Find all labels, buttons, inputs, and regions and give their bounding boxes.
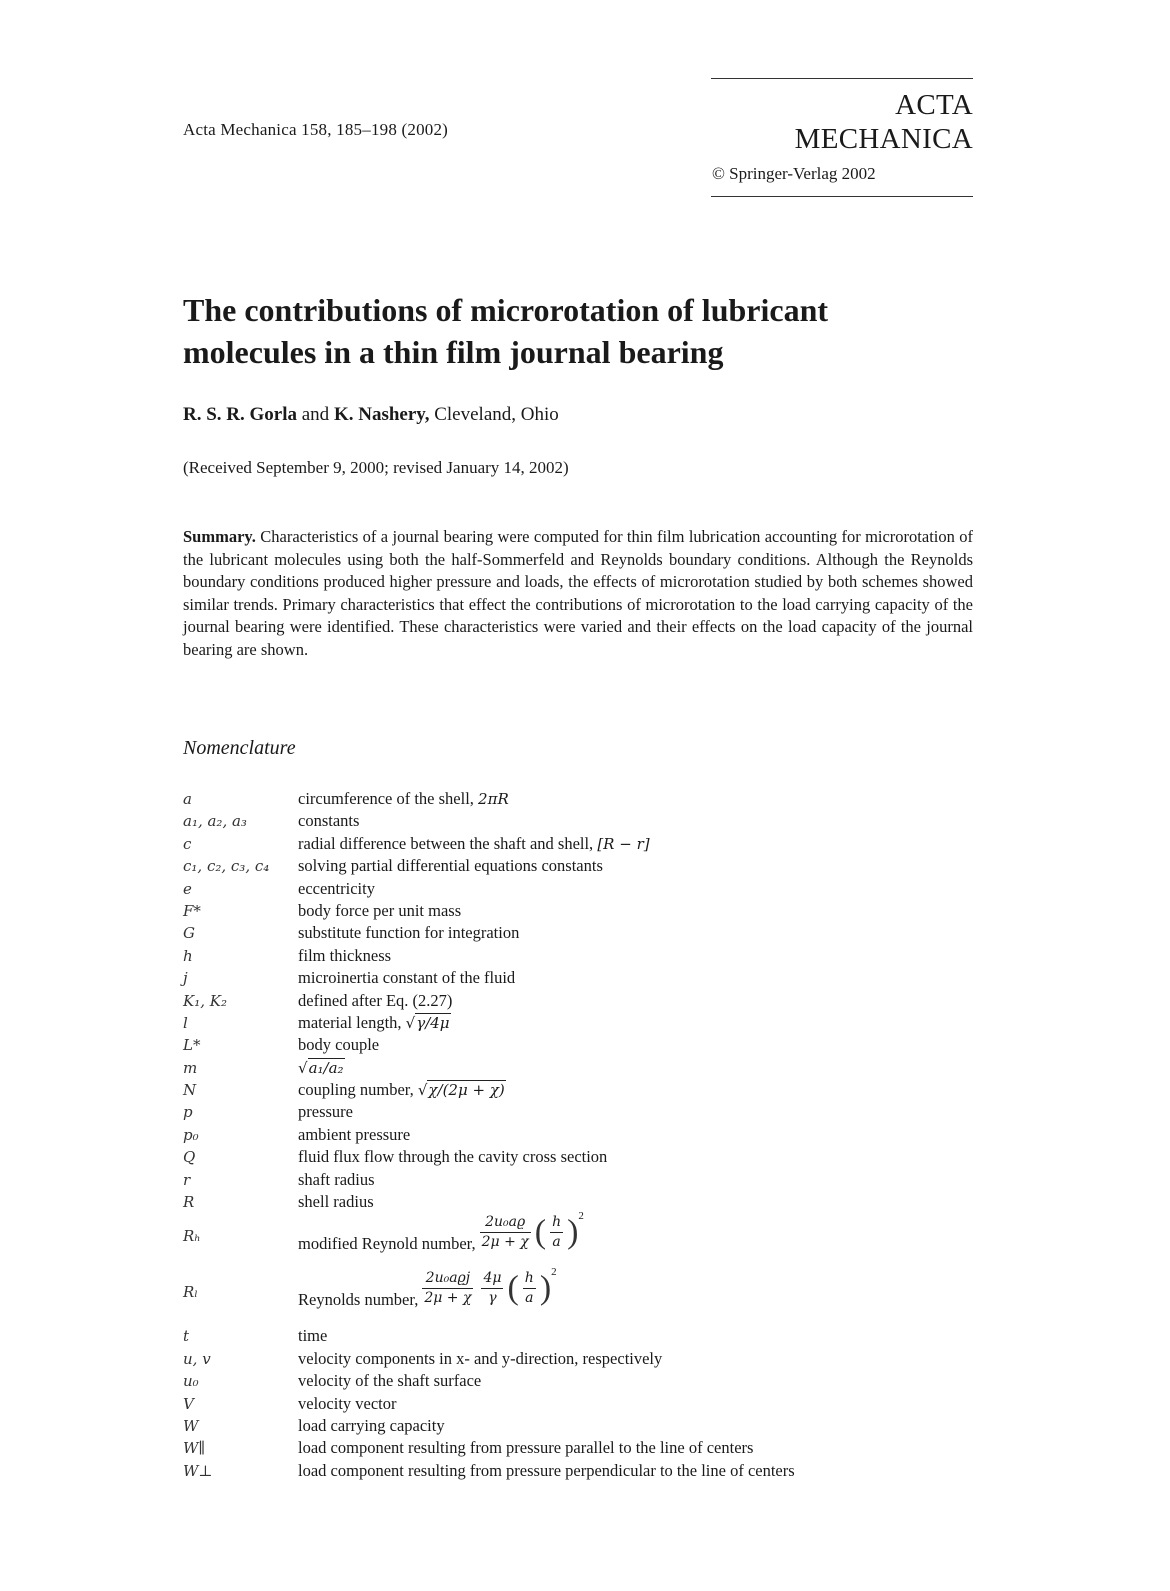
nomenclature-row [183,855,963,877]
sqrt-sign-icon: √ [417,1081,428,1100]
nomenclature-heading: Nomenclature [183,737,296,759]
sqrt-sign-icon: √ [405,1013,416,1032]
definition-text: constants [298,811,360,831]
definition-text: velocity components in x- and y-direction, respectively [298,1348,663,1368]
fraction-ratio [523,1269,536,1308]
nomenclature-definition [298,788,509,810]
nomenclature-symbol: e [183,879,192,898]
definition-text: body force per unit mass [298,900,462,920]
definition-text: load carrying capacity [298,1415,445,1435]
nomenclature-definition [298,1101,353,1123]
nomenclature-row [183,1348,963,1370]
nomenclature-definition [298,1191,374,1213]
fraction-denominator: a [552,1234,561,1251]
fraction-denominator: a [525,1290,534,1307]
definition-text: circumference of the shell, [298,789,474,808]
definition-text: pressure [298,1102,353,1122]
nomenclature-row [183,1210,963,1269]
nomenclature-symbol: G [183,924,195,943]
paper-title [183,289,1003,373]
sqrt-sign-icon: √ [298,1058,308,1077]
nomenclature-definition [298,1460,795,1482]
nomenclature-symbol: u, v [183,1349,211,1368]
definition-text: solving partial differential equations constants [298,856,603,876]
definition-text: shaft radius [298,1169,375,1189]
nomenclature-row [183,788,963,810]
nomenclature-row [183,990,963,1012]
nomenclature-row [183,1012,963,1034]
masthead-bottom-rule [711,196,973,197]
nomenclature-row [183,922,963,944]
nomenclature-symbol: F* [183,901,201,920]
close-paren-icon: ) [567,1213,579,1251]
nomenclature-row [183,1393,963,1415]
fraction-numerator: 2u₀aϱ [480,1213,531,1233]
nomenclature-row [183,1266,963,1325]
open-paren-icon: ( [507,1269,519,1307]
nomenclature-definition [298,1079,506,1101]
definition-text: microinertia constant of the fluid [298,968,516,988]
definition-text: material length, [298,1012,402,1032]
nomenclature-definition [298,1146,607,1168]
nomenclature-symbol: m [183,1058,198,1077]
nomenclature-definition [298,878,375,900]
definition-text: body couple [298,1035,380,1055]
nomenclature-symbol: N [183,1081,197,1100]
summary-text: Characteristics of a journal bearing were computed for thin film lubrication accounting for microrotation of the lubricant molecules using both the half-Sommerfeld and Reynolds boundary conditions. Although the Reynolds boundary conditions produced higher pressure and loads, the effects of microrotation studied by both schemes showed similar trends. Primary characteristics that effect the contributions of microrotation to the load carrying capacity of the journal bearing were identified. These characteristics were varied and their effects on the load capacity of the journal bearing are shown. [183,527,973,659]
definition-text: film thickness [298,945,392,965]
nomenclature-definition [298,1012,451,1034]
nomenclature-table [183,788,963,1482]
nomenclature-symbol: Rₗ [183,1283,198,1302]
nomenclature-symbol: h [183,946,193,965]
nomenclature-row [183,878,963,900]
author-2: K. Nashery, [333,404,430,425]
open-paren-icon: ( [534,1213,547,1251]
nomenclature-symbol: Rₕ [183,1227,201,1246]
nomenclature-row [183,1325,963,1347]
definition-text: coupling number, [298,1080,414,1100]
nomenclature-symbol: j [183,969,188,988]
nomenclature-row [183,833,963,855]
nomenclature-symbol: a₁, a₂, a₃ [183,812,247,831]
sqrt-expression: γ/4μ [416,1013,450,1032]
sqrt-expression: χ/(2μ + χ) [428,1081,505,1100]
nomenclature-symbol: l [183,1013,188,1032]
close-paren-icon: ) [539,1269,552,1307]
nomenclature-symbol: t [183,1327,190,1346]
definition-text: fluid flux flow through the cavity cross section [298,1147,608,1167]
nomenclature-row [183,900,963,922]
definition-text: eccentricity [298,878,375,898]
journal-citation: Acta Mechanica 158, 185–198 (2002) [183,120,449,139]
nomenclature-row [183,1146,963,1168]
fraction-numerator: 2u₀aϱj [422,1269,473,1289]
nomenclature-row [183,1057,963,1079]
fraction-numerator: h [523,1269,536,1289]
nomenclature-symbol: a [183,790,192,808]
nomenclature-definition [298,1034,379,1056]
author-conjunction: and [301,404,330,425]
exponent: 2 [578,1210,584,1223]
definition-text: load component resulting from pressure parallel to the line of centers [298,1438,754,1458]
summary-paragraph [183,526,973,661]
definition-text: velocity vector [298,1393,397,1413]
fraction-denominator: γ [488,1290,497,1307]
nomenclature-definition [298,1415,445,1437]
nomenclature-row [183,1124,963,1146]
definition-formula: 2πR [478,790,509,808]
definition-text: modified Reynold number, [298,1233,476,1253]
nomenclature-symbol: W∥ [183,1439,206,1458]
nomenclature-definition [298,1266,557,1309]
nomenclature-symbol: r [183,1170,191,1189]
nomenclature-row [183,810,963,832]
nomenclature-definition [298,945,391,967]
nomenclature-symbol: L* [183,1036,201,1055]
definition-text: shell radius [298,1192,374,1212]
nomenclature-symbol: V [183,1394,194,1413]
nomenclature-definition [298,1210,584,1253]
fraction-main [422,1269,473,1308]
fraction-main [480,1213,531,1252]
nomenclature-row [183,1169,963,1191]
nomenclature-row [183,1191,963,1213]
definition-formula: [R − r] [597,834,650,853]
nomenclature-symbol: Q [183,1148,196,1167]
nomenclature-symbol: p [183,1103,193,1122]
definition-text: time [298,1326,328,1346]
fraction-ratio [550,1213,563,1252]
nomenclature-definition [298,1169,375,1191]
journal-name: ACTA MECHANICA [794,89,973,155]
author-1: R. S. R. Gorla [183,404,297,425]
definition-text: load component resulting from pressure perpendicular to the line of centers [298,1460,795,1480]
nomenclature-definition [298,1124,410,1146]
nomenclature-definition [298,1437,753,1459]
fraction-denominator: 2μ + χ [424,1290,472,1307]
nomenclature-symbol: c [183,834,192,853]
nomenclature-row [183,1034,963,1056]
received-dates: (Received September 9, 2000; revised January 14, 2002) [183,458,569,477]
author-line [183,404,559,426]
title-line-1: The contributions of microrotation of lubricant [183,292,829,328]
nomenclature-row [183,967,963,989]
nomenclature-definition [298,967,515,989]
exponent: 2 [551,1266,557,1279]
fraction-numerator: h [550,1213,563,1233]
nomenclature-definition [298,1348,662,1370]
definition-text: velocity of the shaft surface [298,1371,482,1391]
nomenclature-symbol: R [183,1193,195,1212]
fraction-denominator: 2μ + χ [481,1234,529,1251]
definition-text: defined after Eq. (2.27) [298,990,453,1010]
nomenclature-definition [298,990,452,1012]
nomenclature-definition [298,833,650,855]
definition-text: Reynolds number, [298,1289,419,1309]
nomenclature-definition [298,1325,327,1347]
nomenclature-row [183,1437,963,1459]
nomenclature-symbol: W⊥ [183,1461,213,1480]
nomenclature-definition [298,1393,397,1415]
nomenclature-row [183,1101,963,1123]
nomenclature-definition [298,1057,345,1079]
author-location: Cleveland, Ohio [434,404,559,425]
fraction-coefficient [481,1269,503,1308]
nomenclature-definition [298,810,359,832]
nomenclature-row [183,1370,963,1392]
nomenclature-symbol: p₀ [183,1125,199,1144]
sqrt-expression: a₁/a₂ [308,1058,344,1077]
copyright-notice: © Springer-Verlag 2002 [712,164,876,183]
definition-text: ambient pressure [298,1124,411,1144]
masthead-top-rule [711,78,973,79]
title-line-2: molecules in a thin film journal bearing [183,334,724,370]
nomenclature-row [183,1415,963,1437]
nomenclature-definition [298,1370,481,1392]
nomenclature-row [183,1079,963,1101]
journal-masthead [711,78,973,197]
nomenclature-symbol: u₀ [183,1372,199,1391]
definition-text: radial difference between the shaft and shell, [298,833,594,853]
nomenclature-symbol: c₁, c₂, c₃, c₄ [183,857,270,876]
nomenclature-definition [298,922,519,944]
nomenclature-symbol: K₁, K₂ [183,991,227,1010]
nomenclature-definition [298,900,461,922]
summary-label: Summary. [183,527,256,546]
nomenclature-definition [298,855,603,877]
nomenclature-symbol: W [183,1416,199,1435]
fraction-numerator: 4μ [481,1269,503,1289]
nomenclature-row [183,945,963,967]
nomenclature-row [183,1460,963,1482]
definition-text: substitute function for integration [298,923,520,943]
